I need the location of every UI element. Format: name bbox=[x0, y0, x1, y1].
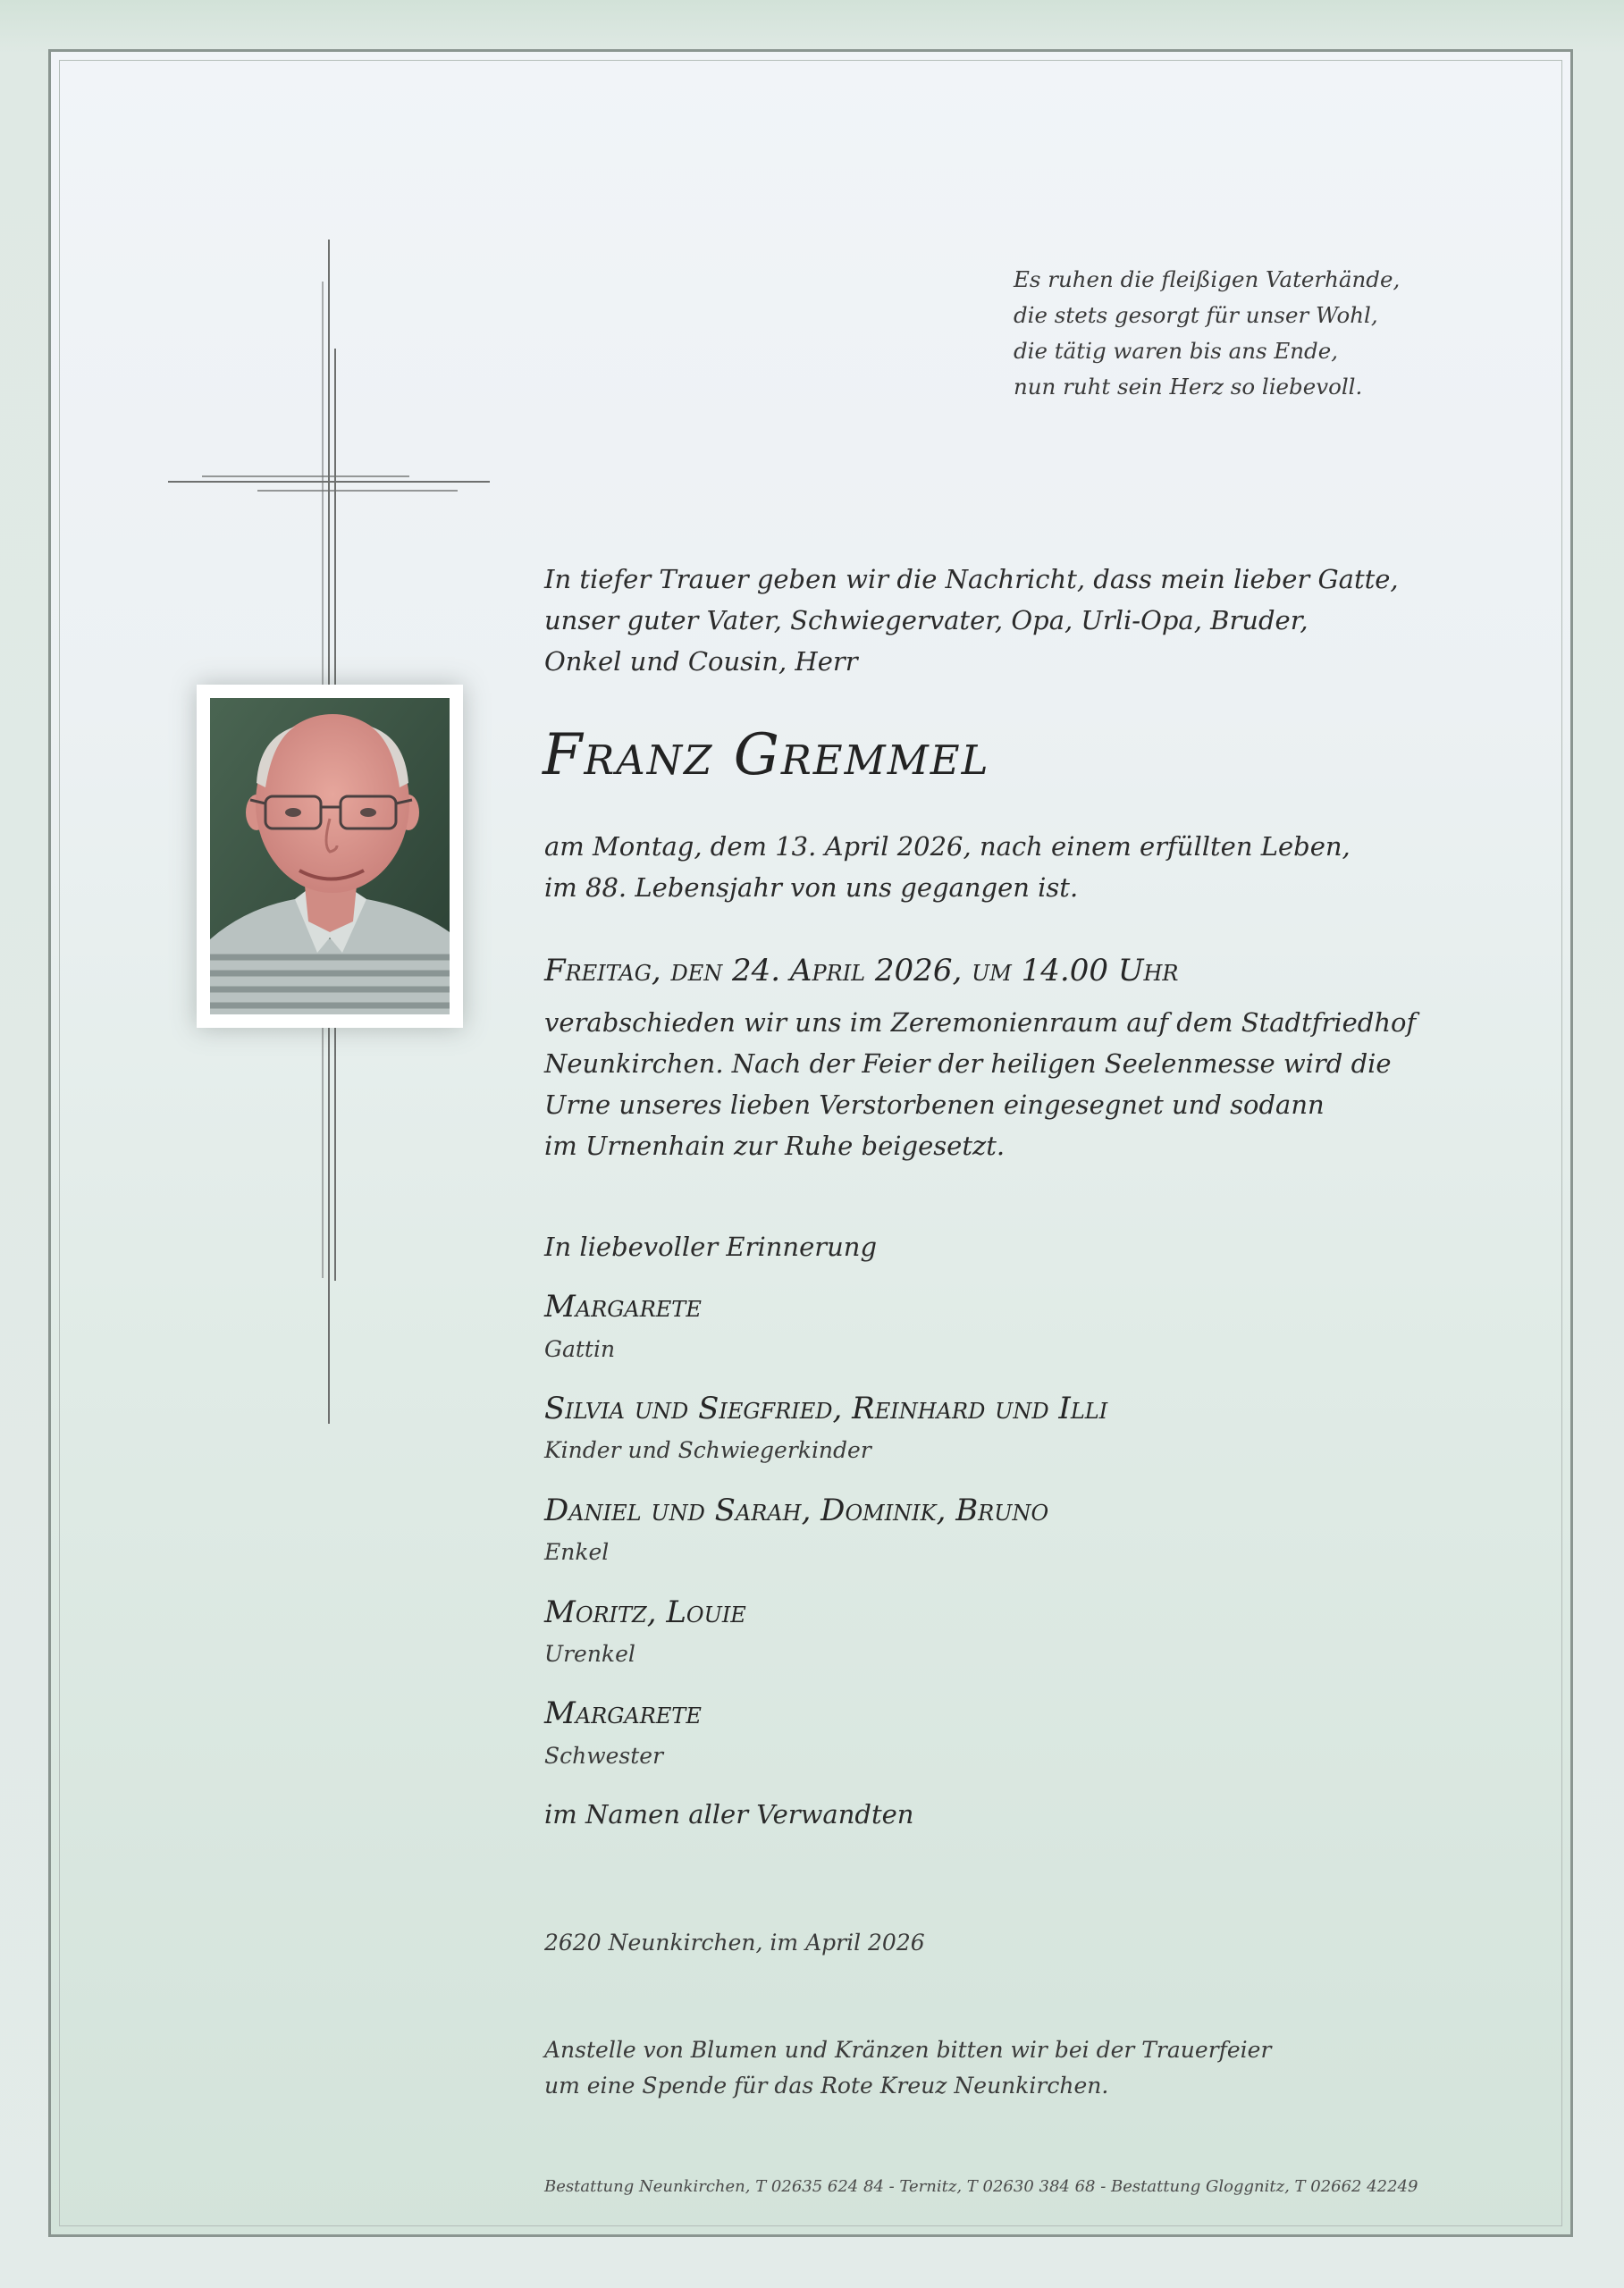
mourner-relation: Enkel bbox=[544, 1539, 610, 1565]
relatives-line: im Namen aller Verwandten bbox=[544, 1799, 914, 1830]
donation-line: um eine Spende für das Rote Kreuz Neunkirchen. bbox=[544, 2073, 1109, 2099]
portrait-image bbox=[210, 698, 450, 1014]
death-notice bbox=[544, 826, 1351, 908]
death-line: am Montag, dem 13. April 2026, nach einem erfüllten Leben, bbox=[544, 831, 1351, 862]
place-date: 2620 Neunkirchen, im April 2026 bbox=[544, 1930, 925, 1956]
ceremony-date: Freitag, den 24. April 2026, um 14.00 Uhr bbox=[544, 953, 1179, 988]
donation-line: Anstelle von Blumen und Kränzen bitten wir bei der Trauerfeier bbox=[544, 2037, 1272, 2063]
intro-line: Onkel und Cousin, Herr bbox=[544, 646, 858, 677]
mourner-relation: Urenkel bbox=[544, 1641, 635, 1667]
memory-line: In liebevoller Erinnerung bbox=[544, 1232, 878, 1262]
mourner-names: Silvia und Siegfried, Reinhard und Illi bbox=[544, 1391, 1108, 1426]
poem bbox=[1014, 262, 1400, 405]
portrait-photo bbox=[210, 698, 450, 1014]
mourner-relation: Gattin bbox=[544, 1336, 616, 1362]
mourner-names: Margarete bbox=[544, 1289, 702, 1325]
ceremony-line: Neunkirchen. Nach der Feier der heiligen Seelenmesse wird die bbox=[544, 1048, 1392, 1079]
poem-line: die stets gesorgt für unser Wohl, bbox=[1014, 302, 1378, 328]
footer-contacts: Bestattung Neunkirchen, T 02635 624 84 - Ternitz, T 02630 384 68 - Bestattung Gloggnitz, T 02662 42249 bbox=[544, 2177, 1418, 2196]
ceremony-line: Urne unseres lieben Verstorbenen eingesegnet und sodann bbox=[544, 1089, 1325, 1120]
mourner-names: Moritz, Louie bbox=[544, 1594, 746, 1630]
ceremony-line: im Urnenhain zur Ruhe beigesetzt. bbox=[544, 1131, 1006, 1161]
mourner-names: Daniel und Sarah, Dominik, Bruno bbox=[544, 1493, 1049, 1528]
poem-line: die tätig waren bis ans Ende, bbox=[1014, 338, 1339, 364]
ceremony-text bbox=[544, 1002, 1416, 1166]
donation-note bbox=[544, 2032, 1271, 2104]
portrait-frame bbox=[197, 685, 463, 1028]
death-line: im 88. Lebensjahr von uns gegangen ist. bbox=[544, 872, 1079, 903]
mourner-relation: Schwester bbox=[544, 1743, 664, 1769]
poem-line: nun ruht sein Herz so liebevoll. bbox=[1014, 374, 1363, 400]
intro-text bbox=[544, 559, 1399, 682]
ceremony-line: verabschieden wir uns im Zeremonienraum auf dem Stadtfriedhof bbox=[544, 1007, 1417, 1038]
intro-line: unser guter Vater, Schwiegervater, Opa, Urli-Opa, Bruder, bbox=[544, 605, 1308, 635]
intro-line: In tiefer Trauer geben wir die Nachricht, dass mein lieber Gatte, bbox=[544, 564, 1399, 594]
mourner-names: Margarete bbox=[544, 1695, 702, 1731]
poem-line: Es ruhen die fleißigen Vaterhände, bbox=[1014, 266, 1401, 292]
mourner-relation: Kinder und Schwiegerkinder bbox=[544, 1437, 871, 1463]
deceased-name: Franz Gremmel bbox=[543, 722, 990, 788]
